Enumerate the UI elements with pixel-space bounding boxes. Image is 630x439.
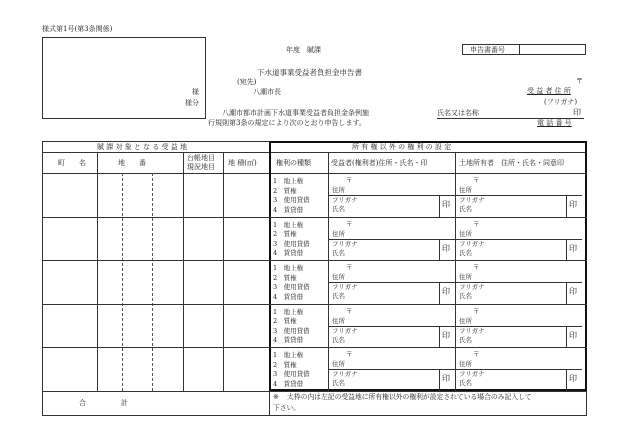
holder-name-label: 氏名: [332, 379, 345, 388]
rights-bold-frame: [269, 141, 587, 391]
right-types-list: [273, 351, 310, 389]
right-type-option[interactable]: 3 使用貸借: [273, 326, 310, 335]
fiscal-year-label: 年度 賦課: [286, 46, 321, 54]
report-number-box: [462, 44, 586, 55]
holder-furigana-label: フリガナ: [332, 326, 358, 335]
right-type-option[interactable]: 1 地上権: [273, 220, 304, 229]
note-line-1: 太枠の内は左記の受益地に所有権以外の権利が設定されている場合のみ記入して: [287, 393, 532, 401]
owner-name-label: 氏名: [459, 379, 472, 388]
owner-postal-mark: 〒: [473, 176, 480, 184]
form-number: 様式第1号(第3条関係): [42, 25, 113, 33]
owner-name-label: 氏名: [459, 205, 472, 213]
right-types-list: [273, 177, 310, 215]
right-section-header: 所 有 権 以 外 の 権 利 の 設 定: [352, 143, 452, 151]
phone-label: 電 話 番 号: [537, 119, 572, 127]
right-type-option[interactable]: 3 使用貸借: [273, 239, 310, 248]
holder-seal: 印: [442, 374, 450, 384]
owner-address-label: 住所: [459, 360, 472, 369]
regulation-line-1: 八潮市都市計画下水道事業受益者負担金条例施: [222, 109, 369, 117]
right-type-option[interactable]: 3 使用貸借: [273, 283, 310, 292]
col-owner-header: 土地所有者 住所・氏名・同意印: [459, 159, 564, 167]
holder-name-label: 氏名: [332, 292, 345, 301]
form-title: 下水道事業受益者負担金申告書: [257, 68, 362, 77]
yobun-label: 様分: [185, 99, 199, 107]
right-type-option[interactable]: 1 地上権: [273, 307, 304, 316]
right-types-list: [273, 221, 310, 259]
regulation-line-2: 行規則第3条の規定により次のとおり申告します。: [208, 119, 366, 127]
right-type-option[interactable]: 4 賃貸借: [273, 205, 304, 214]
owner-name-label: 氏名: [459, 292, 472, 301]
beneficiary-address-label: 受 益 者 住 所: [527, 87, 571, 95]
receipt-stamp-box: [42, 37, 206, 119]
note-line-2: 下さい。: [273, 404, 301, 412]
beneficiary-seal: 印: [573, 108, 581, 117]
owner-furigana-label: フリガナ: [459, 239, 485, 248]
holder-address-label: 住所: [332, 273, 345, 282]
owner-furigana-label: フリガナ: [459, 370, 485, 379]
owner-seal: 印: [569, 200, 577, 209]
col-current-header: 現況地目: [187, 163, 215, 171]
owner-furigana-label: フリガナ: [459, 283, 485, 292]
owner-postal-mark: 〒: [473, 263, 480, 272]
right-type-option[interactable]: 4 賃貸借: [273, 379, 304, 388]
owner-seal: 印: [569, 243, 577, 253]
holder-seal: 印: [442, 200, 450, 209]
right-types-list: [273, 308, 310, 346]
owner-address-label: 住所: [459, 229, 472, 238]
col-town-header: 町 名: [58, 159, 86, 167]
beneficiary-name-label: 氏名又は名称: [437, 109, 479, 117]
note-mark: ※: [273, 393, 279, 401]
col-ledger-header: 台帳地目: [187, 154, 215, 162]
sama-label: 様: [192, 88, 199, 96]
owner-furigana-label: フリガナ: [459, 196, 485, 204]
col-area-header: 地 積(㎡): [228, 159, 257, 167]
right-type-option[interactable]: 2 質権: [273, 317, 297, 326]
owner-address-label: 住所: [459, 316, 472, 325]
owner-seal: 印: [569, 330, 577, 340]
right-type-option[interactable]: 4 賃貸借: [273, 292, 304, 301]
right-type-option[interactable]: 2 質権: [273, 186, 297, 195]
report-number-label: 申告書番号: [470, 46, 505, 54]
owner-postal-mark: 〒: [473, 219, 480, 228]
right-type-option[interactable]: 2 質権: [273, 230, 297, 239]
left-section-header: 賦 課 対 象 と な る 受 益 地: [97, 143, 188, 151]
holder-postal-mark: 〒: [346, 350, 353, 359]
holder-postal-mark: 〒: [346, 263, 353, 272]
holder-name-label: 氏名: [332, 335, 345, 344]
right-type-option[interactable]: 3 使用貸借: [273, 370, 310, 379]
holder-postal-mark: 〒: [346, 176, 353, 184]
holder-seal: 印: [442, 330, 450, 340]
owner-name-label: 氏名: [459, 335, 472, 344]
addressee-label: (宛先): [237, 78, 257, 86]
right-types-list: [273, 264, 310, 302]
holder-furigana-label: フリガナ: [332, 239, 358, 248]
holder-name-label: 氏名: [332, 205, 345, 213]
holder-postal-mark: 〒: [346, 306, 353, 315]
holder-address-label: 住所: [332, 186, 345, 194]
right-type-option[interactable]: 2 質権: [273, 360, 297, 369]
right-type-option[interactable]: 1 地上権: [273, 264, 304, 273]
holder-furigana-label: フリガナ: [332, 283, 358, 292]
holder-furigana-label: フリガナ: [332, 370, 358, 379]
owner-postal-mark: 〒: [473, 306, 480, 315]
holder-name-label: 氏名: [332, 248, 345, 257]
owner-furigana-label: フリガナ: [459, 326, 485, 335]
holder-address-label: 住所: [332, 360, 345, 369]
right-type-option[interactable]: 2 質権: [273, 273, 297, 282]
holder-seal: 印: [442, 243, 450, 253]
holder-furigana-label: フリガナ: [332, 196, 358, 204]
owner-address-label: 住所: [459, 273, 472, 282]
owner-address-label: 住所: [459, 186, 472, 194]
right-type-option[interactable]: 3 使用貸借: [273, 196, 310, 204]
owner-postal-mark: 〒: [473, 350, 480, 359]
holder-postal-mark: 〒: [346, 219, 353, 228]
holder-address-label: 住所: [332, 229, 345, 238]
mayor-label: 八潮市長: [253, 88, 281, 96]
owner-seal: 印: [569, 374, 577, 384]
col-holder-header: 受益者(権利者)住所・氏名・印: [331, 159, 428, 167]
total-label: 合 計: [79, 399, 128, 407]
right-type-option[interactable]: 4 賃貸借: [273, 336, 304, 345]
beneficiary-furigana-label: (フリガナ): [544, 98, 578, 106]
holder-address-label: 住所: [332, 316, 345, 325]
beneficiary-postal-mark: 〒: [576, 77, 583, 85]
col-right-type-header: 権利の種類: [276, 159, 311, 167]
col-lot-header: 地 番: [118, 159, 146, 167]
owner-name-label: 氏名: [459, 248, 472, 257]
owner-seal: 印: [569, 287, 577, 297]
right-type-option[interactable]: 1 地上権: [273, 177, 304, 185]
right-type-option[interactable]: 4 賃貸借: [273, 249, 304, 258]
right-type-option[interactable]: 1 地上権: [273, 351, 304, 360]
holder-seal: 印: [442, 287, 450, 297]
